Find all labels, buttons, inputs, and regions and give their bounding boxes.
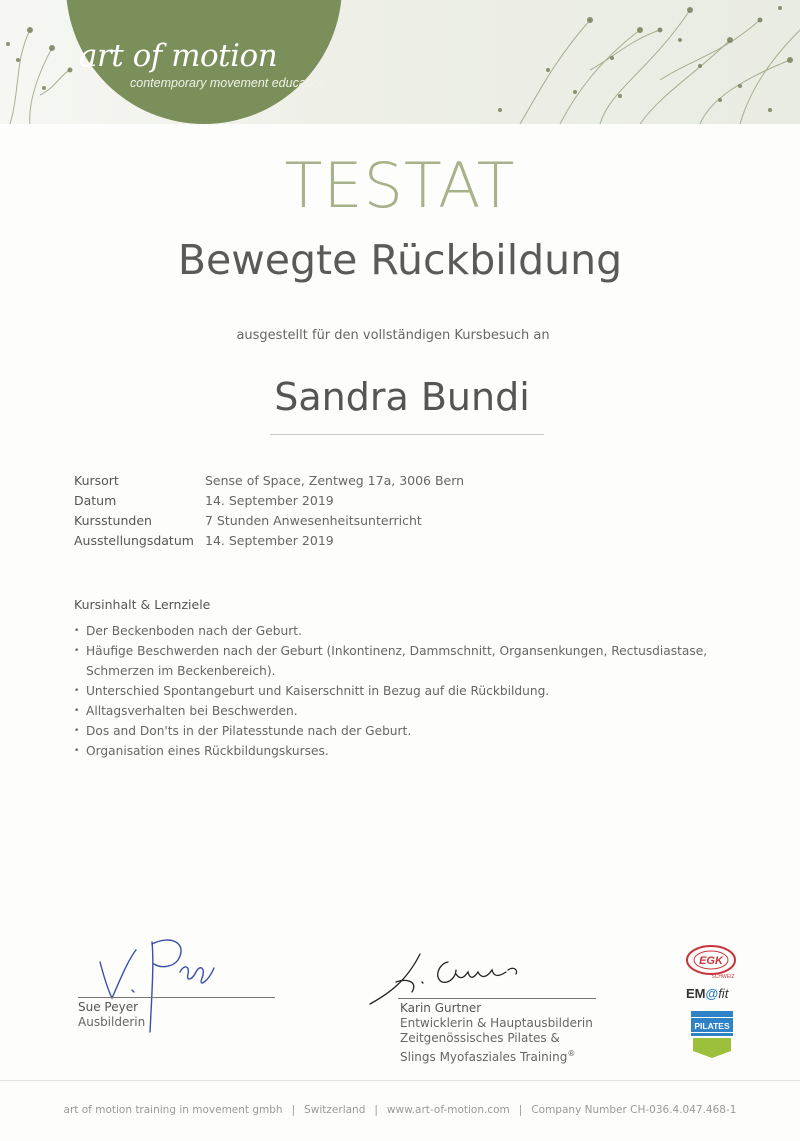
footer-separator: | <box>518 1104 523 1116</box>
registered-mark: ® <box>567 1049 576 1058</box>
detail-label: Ausstellungsdatum <box>74 533 194 548</box>
detail-value: 14. September 2019 <box>205 493 334 508</box>
emfit-swirl-icon: @ <box>705 986 719 1001</box>
detail-row-kursort <box>74 473 464 493</box>
signer-role-line <box>400 1046 593 1065</box>
signer-role-line: Entwicklerin & Hauptausbilderin <box>400 1016 593 1030</box>
detail-row-datum <box>74 493 464 513</box>
list-item: • Der Beckenboden nach der Geburt. <box>74 621 744 641</box>
detail-row-ausstellungsdatum <box>74 533 464 553</box>
course-content-heading: Kursinhalt & Lernziele <box>74 597 211 612</box>
footer-country: Switzerland <box>304 1104 366 1116</box>
signature-karin-gurtner <box>368 948 528 1008</box>
signer-name-right: Karin Gurtner <box>400 1001 482 1015</box>
pilates-seal-text: PILATES <box>694 1021 730 1031</box>
pilates-verband-seal-icon <box>691 1011 733 1059</box>
list-item: • Organisation eines Rückbildungskurses. <box>74 741 744 761</box>
signature-line-left <box>78 997 275 998</box>
header-banner <box>0 0 800 124</box>
logo-tagline: contemporary movement education <box>130 76 326 90</box>
signer-role-right <box>400 1016 593 1065</box>
signer-name-left: Sue Peyer <box>78 1000 139 1014</box>
egk-seal-icon <box>685 942 737 980</box>
detail-value: Sense of Space, Zentweg 17a, 3006 Bern <box>205 473 465 488</box>
list-item: • Häufige Beschwerden nach der Geburt (Inkontinenz, Dammschnitt, Organsenkungen, Rectusdiastase, Schmerzen im Beckenbereich). <box>74 641 744 681</box>
signer-role-text: Slings Myofasziales Training <box>400 1050 568 1064</box>
recipient-underline <box>270 434 544 435</box>
detail-value: 14. September 2019 <box>205 533 334 548</box>
emfit-logo <box>686 986 728 1001</box>
signature-line-right <box>398 998 596 999</box>
footer-company-number: Company Number CH-036.4.047.468-1 <box>531 1104 737 1116</box>
footer-company: art of motion training in movement gmbh <box>63 1104 283 1116</box>
egk-seal-text: EGK <box>699 955 723 967</box>
footer <box>0 1104 800 1116</box>
emfit-em-text: EM <box>686 986 706 1001</box>
list-item: • Dos and Don'ts in der Pilatesstunde nach der Geburt. <box>74 721 744 741</box>
detail-label: Datum <box>74 493 117 508</box>
detail-row-kursstunden <box>74 513 464 533</box>
emfit-fit-text: fit <box>718 986 729 1001</box>
detail-label: Kursstunden <box>74 513 152 528</box>
signer-role-line: Zeitgenössisches Pilates & <box>400 1031 560 1045</box>
course-details <box>74 473 464 553</box>
course-title: Bewegte Rückbildung <box>177 236 623 284</box>
logo-text: art of motion <box>79 38 278 74</box>
learning-goals-list <box>74 621 744 761</box>
signer-role-left: Ausbilderin <box>78 1015 146 1029</box>
footer-website-link[interactable]: www.art-of-motion.com <box>386 1104 510 1116</box>
issued-for-text: ausgestellt für den vollständigen Kursbesuch an <box>236 328 550 343</box>
recipient-name: Sandra Bundi <box>274 375 530 419</box>
detail-value: 7 Stunden Anwesenheitsunterricht <box>205 513 422 528</box>
list-item: • Unterschied Spontangeburt und Kaiserschnitt in Bezug auf die Rückbildung. <box>74 681 744 701</box>
footer-separator: | <box>291 1104 296 1116</box>
detail-label: Kursort <box>74 473 119 488</box>
list-item: • Alltagsverhalten bei Beschwerden. <box>74 701 744 721</box>
egk-seal-subtext: SCHWEIZ <box>711 974 735 980</box>
footer-divider <box>0 1080 800 1081</box>
footer-separator: | <box>374 1104 378 1116</box>
certificate-title: TESTAT <box>284 149 516 222</box>
